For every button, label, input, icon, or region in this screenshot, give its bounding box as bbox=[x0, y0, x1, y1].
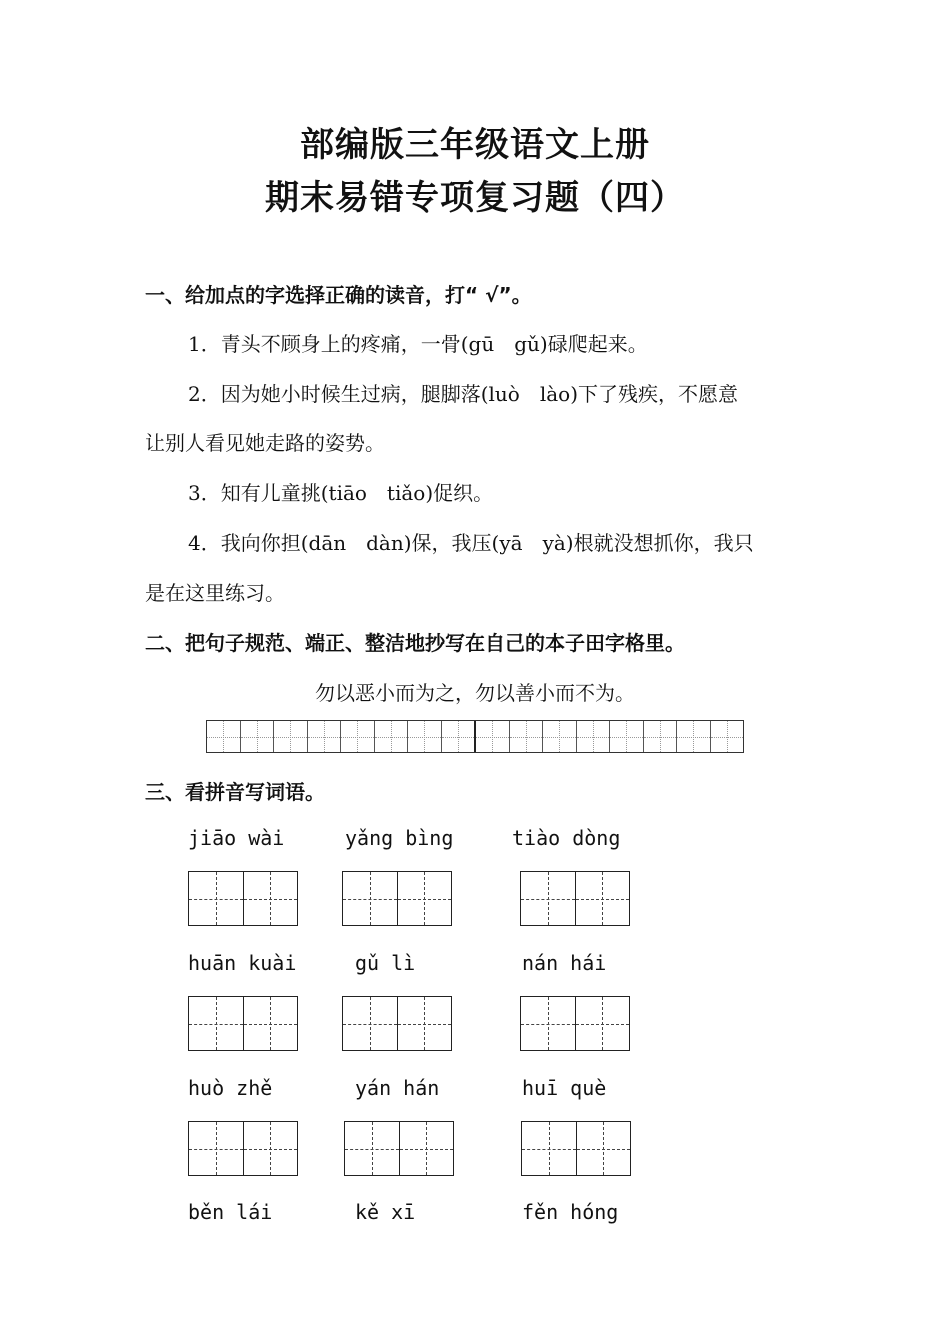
section-1-heading: 一、给加点的字选择正确的读音，打“ √”。 bbox=[145, 283, 532, 307]
question-2-continued: 让别人看见她走路的姿势。 bbox=[145, 431, 385, 455]
answer-grid-2-3[interactable] bbox=[520, 996, 630, 1051]
question-2: 2．因为她小时候生过病，腿脚落(luò lào)下了残疾，不愿意 bbox=[188, 382, 739, 406]
pinyin-4-3: fěn hóng bbox=[522, 1200, 619, 1224]
copy-writing-grid[interactable] bbox=[206, 720, 744, 753]
section-2-heading: 二、把句子规范、端正、整洁地抄写在自己的本子田字格里。 bbox=[145, 631, 685, 655]
question-4-continued: 是在这里练习。 bbox=[145, 581, 285, 605]
answer-grid-2-2[interactable] bbox=[342, 996, 452, 1051]
pinyin-1-3: tiào dòng bbox=[512, 826, 621, 850]
question-4: 4．我向你担(dān dàn)保，我压(yā yà)根就没想抓你，我只 bbox=[188, 531, 754, 555]
pinyin-4-2: kě xī bbox=[355, 1200, 416, 1224]
answer-grid-3-2[interactable] bbox=[344, 1121, 454, 1176]
answer-grid-2-1[interactable] bbox=[188, 996, 298, 1051]
pinyin-1-2: yǎng bìng bbox=[345, 826, 454, 850]
answer-grid-3-1[interactable] bbox=[188, 1121, 298, 1176]
copy-sentence: 勿以恶小而为之，勿以善小而不为。 bbox=[315, 681, 635, 705]
pinyin-4-1: běn lái bbox=[188, 1200, 273, 1224]
answer-grid-1-2[interactable] bbox=[342, 871, 452, 926]
answer-grid-3-3[interactable] bbox=[521, 1121, 631, 1176]
question-3: 3．知有儿童挑(tiāo tiǎo)促织。 bbox=[188, 481, 494, 505]
pinyin-2-2: gǔ lì bbox=[355, 951, 416, 975]
page-title: 部编版三年级语文上册 bbox=[300, 125, 650, 165]
pinyin-3-2: yán hán bbox=[355, 1076, 440, 1100]
pinyin-2-3: nán hái bbox=[522, 951, 607, 975]
pinyin-3-3: huī què bbox=[522, 1076, 607, 1100]
section-3-heading: 三、看拼音写词语。 bbox=[145, 780, 325, 804]
pinyin-2-1: huān kuài bbox=[188, 951, 297, 975]
answer-grid-1-1[interactable] bbox=[188, 871, 298, 926]
pinyin-1-1: jiāo wài bbox=[188, 826, 285, 850]
pinyin-3-1: huò zhě bbox=[188, 1076, 273, 1100]
question-1: 1．青头不顾身上的疼痛，一骨(gū gǔ)碌爬起来。 bbox=[188, 332, 648, 356]
page-subtitle: 期末易错专项复习题（四） bbox=[265, 178, 685, 218]
answer-grid-1-3[interactable] bbox=[520, 871, 630, 926]
